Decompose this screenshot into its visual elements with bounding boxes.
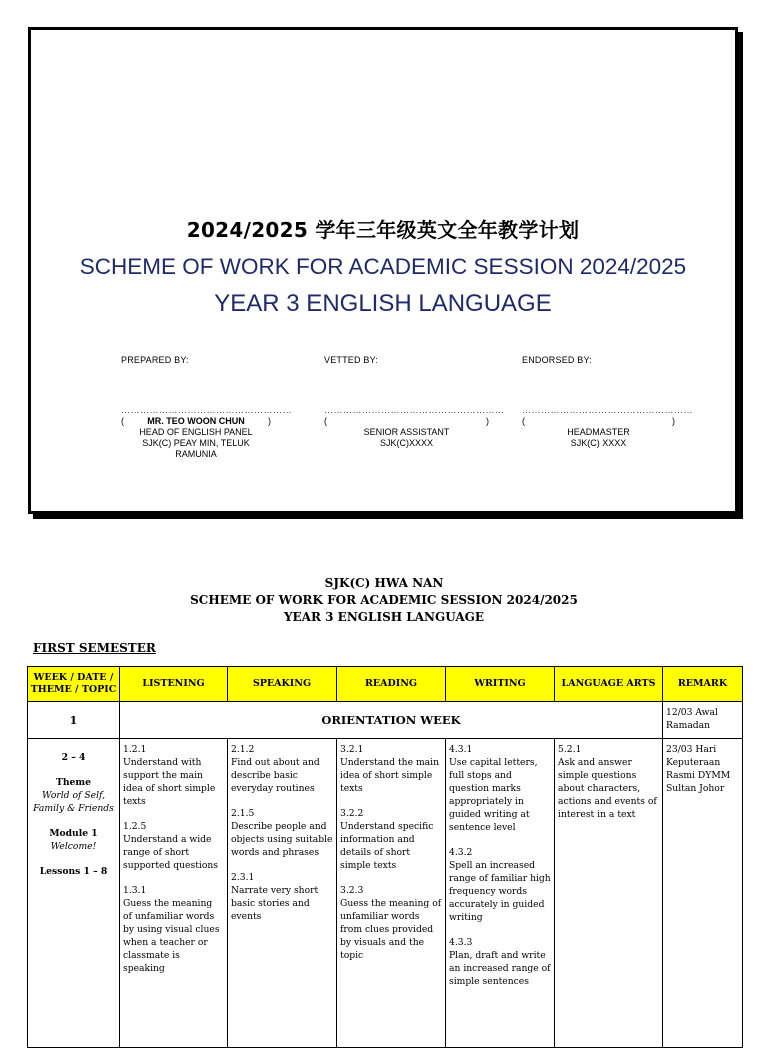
document-subtitle: YEAR 3 ENGLISH LANGUAGE [283,610,485,624]
module-value: Welcome! [50,841,97,852]
standard-code: 2.3.1 [231,872,255,883]
standard-text: Describe people and objects using suitable words and phrases [231,821,333,858]
standard-code: 4.3.1 [449,744,473,755]
speaking-cell [228,739,337,1048]
header-writing: WRITING [446,667,555,702]
orientation-week: ORIENTATION WEEK [120,702,663,739]
signature-heading: VETTED BY: [324,355,379,365]
semester-heading: FIRST SEMESTER [33,641,156,655]
standard-item [558,743,659,821]
signature-line: ……………………………………………… [121,405,292,415]
standard-text: Understand the main idea of short simple texts [340,757,439,794]
standard-code: 1.3.1 [123,885,147,896]
standard-text: Guess the meaning of unfamiliar words from clues provided by visuals and the topic [340,898,442,961]
cover-subtitle: YEAR 3 ENGLISH LANGUAGE [214,290,552,317]
standard-text: Plan, draft and write an increased range of simple sentences [449,950,551,987]
standard-item [123,743,224,808]
standard-code: 1.2.1 [123,744,147,755]
standard-code: 4.3.2 [449,847,473,858]
standard-text: Understand specific information and details of short simple texts [340,821,434,871]
table-row [28,739,743,1048]
signatory-school: SJK(C)XXXX [379,438,433,448]
open-bracket: ( [121,416,124,426]
signatory-school: SJK(C) XXXX [570,438,627,448]
header-remark: REMARK [663,667,743,702]
signature-name-row [121,415,271,427]
standard-text: Use capital letters, full stops and question marks appropriately in guided writing at sentence level [449,757,538,833]
standard-text: Narrate very short basic stories and events [231,885,319,922]
signature-line: ……………………………………………… [522,405,693,415]
table-header-row [28,667,743,702]
signatory-role: HEAD OF ENGLISH PANEL [139,427,253,437]
lessons-label: Lessons 1 – 8 [39,866,108,877]
header-listening: LISTENING [120,667,228,702]
cover-page [28,27,738,514]
header-week: WEEK / DATE / THEME / TOPIC [28,667,120,702]
standard-code: 2.1.5 [231,808,255,819]
standard-code: 3.2.3 [340,885,364,896]
standard-item [123,820,224,872]
standard-item [449,743,551,834]
standard-item [231,743,333,795]
signature-heading: PREPARED BY: [121,355,189,365]
open-bracket: ( [522,416,525,426]
signatory-role: HEADMASTER [567,427,630,437]
writing-cell [446,739,555,1048]
close-bracket: ) [672,416,675,426]
header-language-arts: LANGUAGE ARTS [555,667,663,702]
standard-item [449,846,551,924]
standard-code: 3.2.1 [340,744,364,755]
reading-cell [337,739,446,1048]
standard-text: Spell an increased range of familiar high frequency words accurately in guided writing [449,860,551,923]
standard-code: 4.3.3 [449,937,473,948]
week-range: 2 – 4 [61,752,86,763]
close-bracket: ) [268,416,271,426]
standard-text: Understand with support the main idea of short simple texts [123,757,216,807]
week-number: 1 [28,702,120,739]
close-bracket: ) [486,416,489,426]
scheme-of-work-table [27,666,743,1048]
remark-cell: 23/03 Hari Keputeraan Rasmi DYMM Sultan Johor [663,739,743,1048]
standard-item [231,871,333,923]
signature-vetted [324,355,524,449]
listening-cell [120,739,228,1048]
standard-text: Understand a wide range of short supported questions [123,834,218,871]
theme-label: Theme [56,777,91,788]
standard-item [340,743,442,795]
signature-endorsed [522,355,722,449]
module-label: Module 1 [49,828,98,839]
header-reading: READING [337,667,446,702]
standard-text: Guess the meaning of unfamiliar words by using visual clues when a teacher or classmate is speaking [123,898,220,974]
standard-code: 2.1.2 [231,744,255,755]
cover-title-chinese: 2024/2025 学年三年级英文全年教学计划 [186,218,580,242]
open-bracket: ( [324,416,327,426]
standard-item [449,936,551,988]
standard-item [340,884,442,962]
table-row [28,702,743,739]
signature-prepared [121,355,321,460]
standard-text: Find out about and describe basic everyday routines [231,757,320,794]
language-arts-cell [555,739,663,1048]
theme-value: World of Self, Family & Friends [33,790,114,814]
signature-name-row [522,415,675,427]
signature-heading: ENDORSED BY: [522,355,592,365]
standard-code: 3.2.2 [340,808,364,819]
signature-line: ………………………………………………… [324,405,505,415]
cover-title: SCHEME OF WORK FOR ACADEMIC SESSION 2024/2025 [79,254,687,279]
signatory-name: MR. TEO WOON CHUN [147,416,245,426]
header-speaking: SPEAKING [228,667,337,702]
standard-item [123,884,224,975]
school-name: SJK(C) HWA NAN [324,576,444,590]
document-title: SCHEME OF WORK FOR ACADEMIC SESSION 2024/2025 [190,593,578,607]
standard-item [231,807,333,859]
signatory-school: SJK(C) PEAY MIN, TELUK RAMUNIA [142,438,250,459]
remark-cell: 12/03 Awal Ramadan [663,702,743,739]
standard-code: 1.2.5 [123,821,147,832]
standard-text: Ask and answer simple questions about characters, actions and events of interest in a text [558,757,657,820]
standard-code: 5.2.1 [558,744,582,755]
week-cell [28,739,120,1048]
standard-item [340,807,442,872]
signatory-role: SENIOR ASSISTANT [363,427,450,437]
signature-name-row [324,415,489,427]
